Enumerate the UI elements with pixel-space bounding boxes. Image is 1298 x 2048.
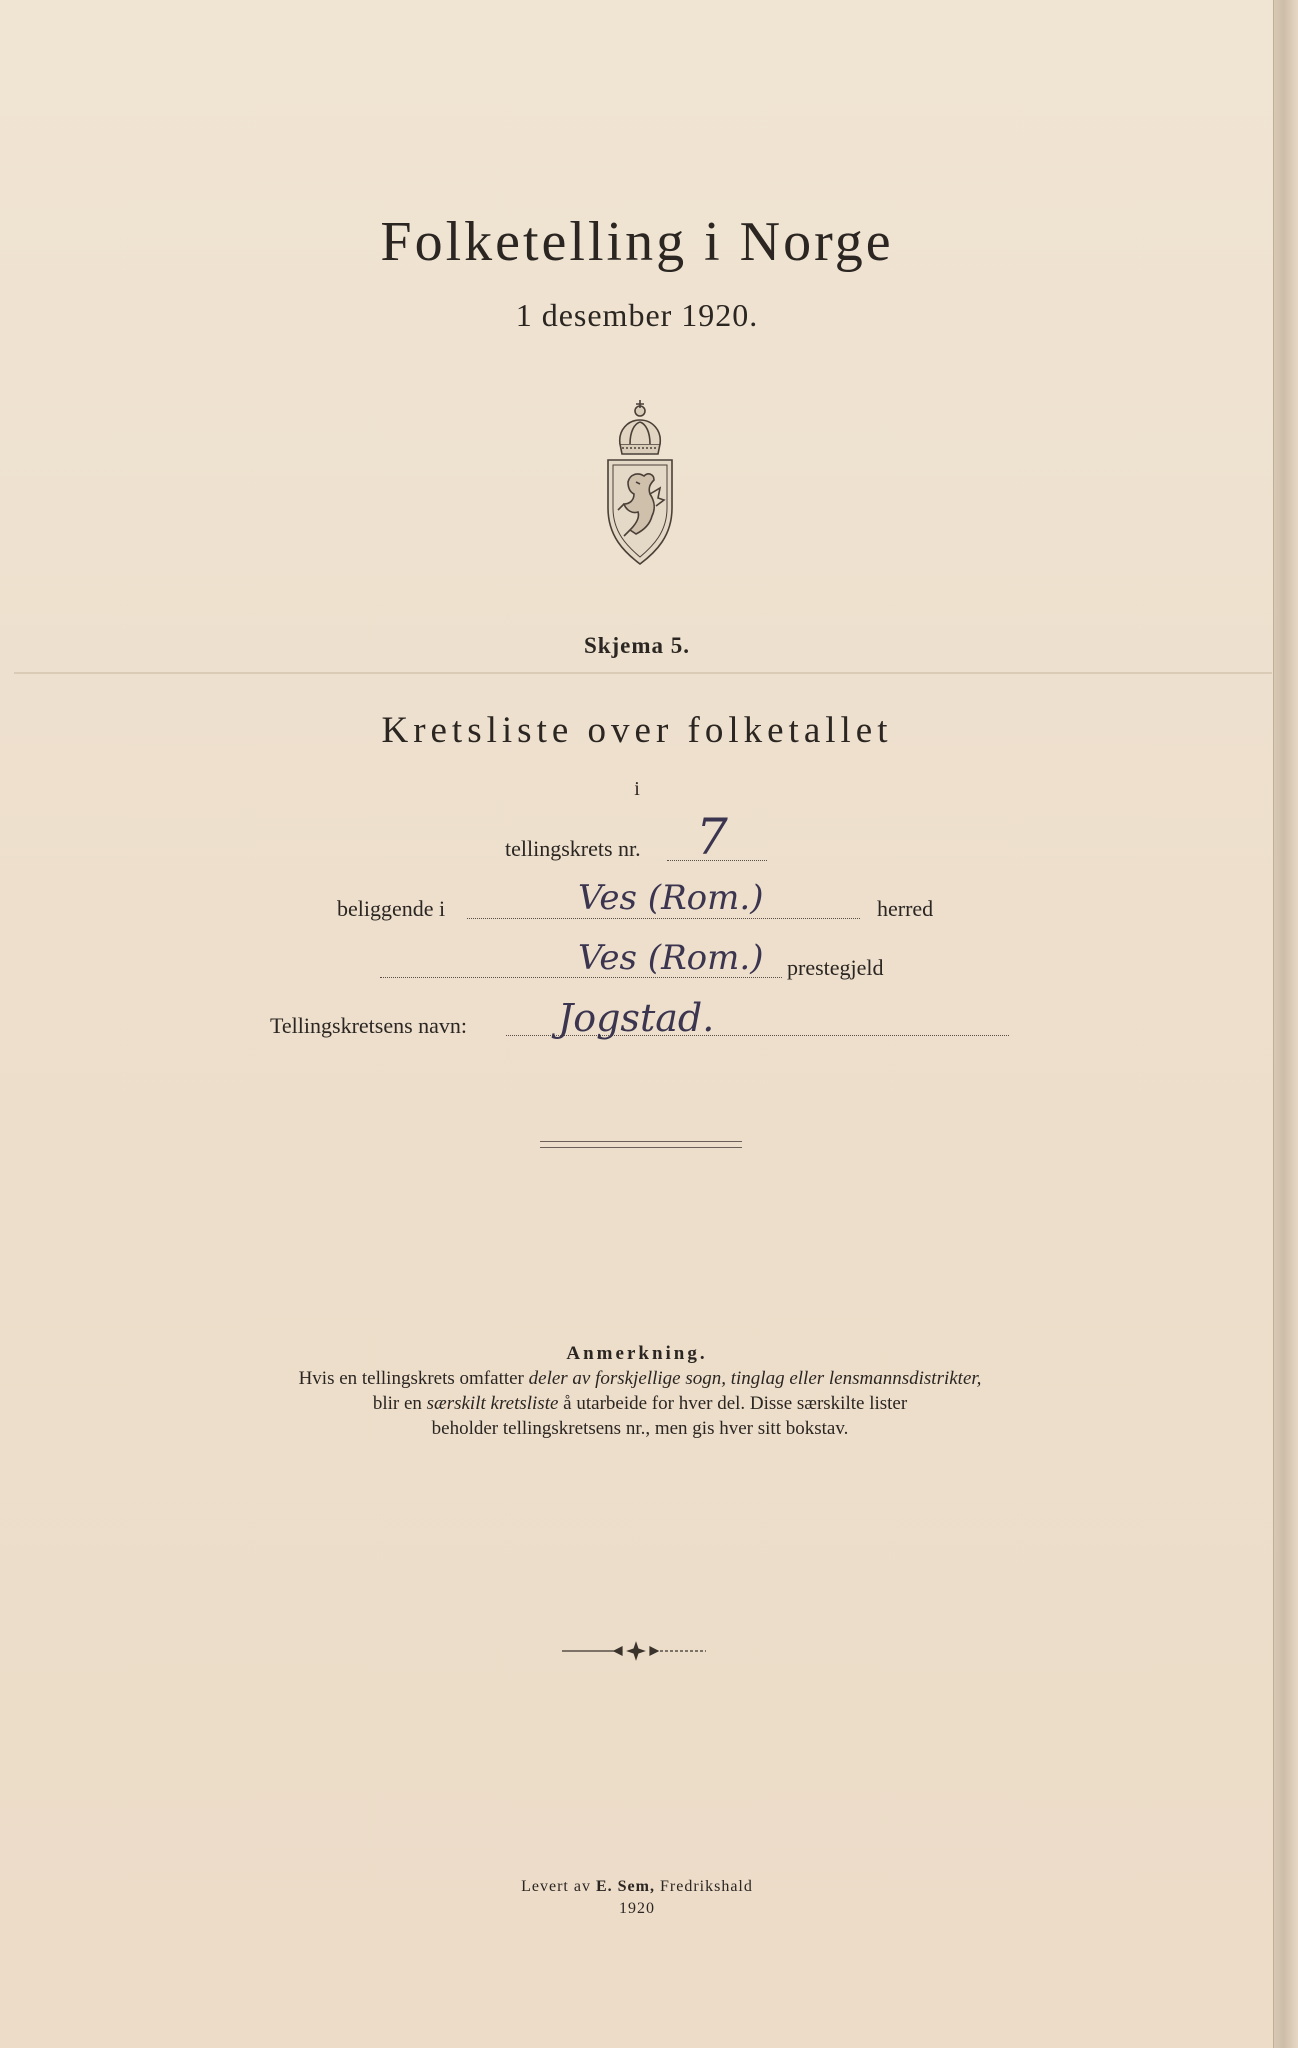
paper-fold	[14, 672, 1272, 674]
note-emphasis: særskilt kretsliste	[426, 1393, 559, 1414]
parish-label: prestegjeld	[787, 955, 884, 980]
located-label: beliggende i	[337, 896, 446, 921]
form-subtitle: Kretsliste over folketallet	[381, 710, 893, 751]
note-text: å utarbeide for hver del. Disse særskilte lister	[558, 1393, 908, 1414]
name-label: Tellingskretsens navn:	[270, 1013, 468, 1038]
note-line-3: beholder tellingskretsens nr., men gis hver sitt bokstav.	[431, 1418, 849, 1439]
ornament-divider-icon	[556, 1641, 716, 1661]
note-line-2	[210, 1392, 1070, 1416]
printer-year: 1920	[619, 1900, 655, 1917]
note-text: blir en	[372, 1393, 427, 1414]
note-heading: Anmerkning.	[566, 1343, 708, 1364]
printer-credit	[0, 1878, 1274, 1896]
divider-rule	[540, 1141, 742, 1148]
printer-place: Fredrikshald	[654, 1878, 753, 1895]
census-date: 1 desember 1920.	[515, 297, 759, 333]
name-value: Jogstad.	[558, 996, 715, 1040]
norwegian-coat-of-arms-icon	[600, 396, 680, 568]
document-title: Folketelling i Norge	[380, 211, 894, 273]
connector-i: i	[634, 778, 640, 800]
herred-label: herred	[877, 896, 934, 921]
schema-label: Skjema 5.	[583, 633, 691, 658]
page-edge	[1273, 0, 1298, 2048]
note-emphasis: deler av forskjellige sogn, tinglag eller lensmannsdistrikter,	[528, 1368, 982, 1389]
parish-value: Ves (Rom.)	[578, 938, 764, 978]
district-label: tellingskrets nr.	[505, 836, 641, 861]
district-value: 7	[696, 808, 728, 866]
printer-name: E. Sem,	[595, 1878, 655, 1895]
note-line-1	[210, 1367, 1070, 1391]
printer-text: Levert av	[521, 1878, 596, 1895]
located-line	[467, 918, 860, 919]
note-text: Hvis en tellingskrets omfatter	[298, 1368, 529, 1389]
located-value: Ves (Rom.)	[578, 878, 764, 918]
